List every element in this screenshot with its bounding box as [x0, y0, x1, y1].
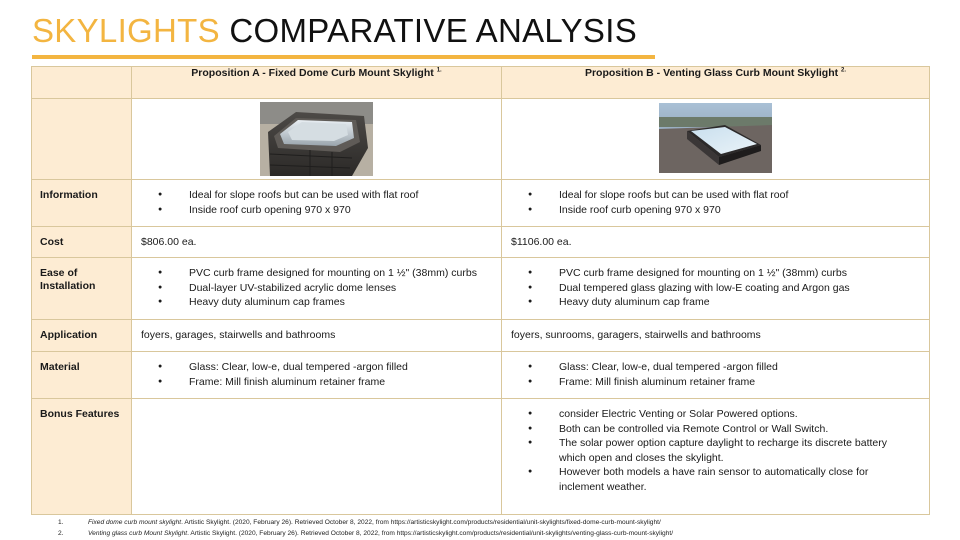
list-item: ● Glass: Clear, low-e, dual tempered -argon filled — [158, 360, 501, 375]
bonus-a — [132, 399, 502, 515]
column-b-footnote-ref: 2. — [841, 67, 847, 74]
list-item: ● PVC curb frame designed for mounting on 1 ½" (38mm) curbs — [528, 266, 929, 281]
bonus-b — [502, 399, 930, 515]
footnote-text: . Artistic Skylight. (2020, February 26). Retrieved October 8, 2022, from https://artisticskylight.com/products/residential/unit-skylights/fixed-dome-curb-mount-skylight/ — [181, 519, 661, 526]
list-item: ● Both can be controlled via Remote Control or Wall Switch. — [528, 422, 915, 437]
application-a: foyers, garages, stairwells and bathrooms — [132, 320, 502, 352]
page-title — [32, 12, 637, 50]
information-a-list — [132, 180, 501, 217]
list-item: ● Frame: Mill finish aluminum retainer frame — [528, 375, 929, 390]
image-row-label — [32, 99, 132, 180]
comparison-table — [31, 66, 930, 515]
list-item: ● consider Electric Venting or Solar Powered options. — [528, 407, 915, 422]
list-item: ● Ideal for slope roofs but can be used with flat roof — [158, 188, 501, 203]
column-a-title: Proposition A - Fixed Dome Curb Mount Skylight — [191, 67, 434, 79]
list-item: ● Dual tempered glass glazing with low-E coating and Argon gas — [528, 281, 929, 296]
installation-row — [32, 258, 930, 320]
information-b — [502, 180, 930, 227]
corner-cell — [32, 67, 132, 99]
installation-b — [502, 258, 930, 320]
title-underline — [32, 55, 655, 59]
information-b-list — [502, 180, 929, 217]
application-row — [32, 320, 930, 352]
column-b-title: Proposition B - Venting Glass Curb Mount Skylight — [584, 67, 839, 79]
installation-b-list — [502, 258, 929, 310]
material-row — [32, 352, 930, 399]
row-label-material: Material — [32, 352, 132, 399]
footnote-number: 2. — [58, 530, 64, 537]
bonus-row — [32, 399, 930, 515]
bonus-b-list — [502, 399, 929, 495]
list-item: ● Glass: Clear, low-e, dual tempered -argon filled — [528, 360, 929, 375]
list-item: ● The solar power option capture daylight to recharge its discrete battery which open and closes the skylight. — [528, 436, 915, 465]
row-label-application: Application — [32, 320, 132, 352]
list-item: ● Heavy duty aluminum cap frames — [158, 295, 501, 310]
footnote-title: Fixed dome curb mount skylight — [88, 519, 182, 526]
footnotes — [58, 517, 673, 539]
installation-a-list — [132, 258, 501, 310]
image-cell-a — [132, 99, 502, 180]
cost-row — [32, 227, 930, 258]
column-header-b — [502, 67, 930, 99]
list-item: ● PVC curb frame designed for mounting on 1 ½" (38mm) curbs — [158, 266, 501, 281]
column-a-footnote-ref: 1. — [436, 67, 442, 74]
row-label-installation: Ease of Installation — [32, 258, 132, 320]
material-a-list — [132, 352, 501, 389]
list-item: ● Ideal for slope roofs but can be used with flat roof — [528, 188, 929, 203]
information-a — [132, 180, 502, 227]
fixed-dome-skylight-photo — [260, 102, 373, 176]
image-cell-b — [502, 99, 930, 180]
footnote-1 — [58, 517, 673, 528]
footnote-title: Venting glass curb Mount Skylight — [88, 530, 188, 537]
list-item: ● Frame: Mill finish aluminum retainer frame — [158, 375, 501, 390]
installation-a — [132, 258, 502, 320]
title-accent: SKYLIGHTS — [32, 12, 220, 49]
material-a — [132, 352, 502, 399]
row-label-information: Information — [32, 180, 132, 227]
venting-glass-skylight-photo — [659, 103, 772, 173]
title-rest: COMPARATIVE ANALYSIS — [219, 12, 638, 49]
row-label-cost: Cost — [32, 227, 132, 258]
header-row — [32, 67, 930, 99]
footnote-text: . Artistic Skylight. (2020, February 26). Retrieved October 8, 2022, from https://artisticskylight.com/products/residential/unit-skylights/venting-glass-curb-mount-skylight/ — [187, 530, 674, 537]
list-item: ● Heavy duty aluminum cap frame — [528, 295, 929, 310]
information-row — [32, 180, 930, 227]
list-item: ● Dual-layer UV-stabilized acrylic dome lenses — [158, 281, 501, 296]
material-b — [502, 352, 930, 399]
material-b-list — [502, 352, 929, 389]
cost-a: $806.00 ea. — [132, 227, 502, 258]
row-label-bonus: Bonus Features — [32, 399, 132, 515]
cost-b: $1106.00 ea. — [502, 227, 930, 258]
footnote-number: 1. — [58, 519, 64, 526]
footnote-2 — [58, 528, 673, 539]
list-item: ● However both models a have rain sensor to automatically close for inclement weather. — [528, 465, 915, 494]
list-item: ● Inside roof curb opening 970 x 970 — [158, 203, 501, 218]
column-header-a — [132, 67, 502, 99]
image-row — [32, 99, 930, 180]
list-item: ● Inside roof curb opening 970 x 970 — [528, 203, 929, 218]
application-b: foyers, sunrooms, garagers, stairwells and bathrooms — [502, 320, 930, 352]
